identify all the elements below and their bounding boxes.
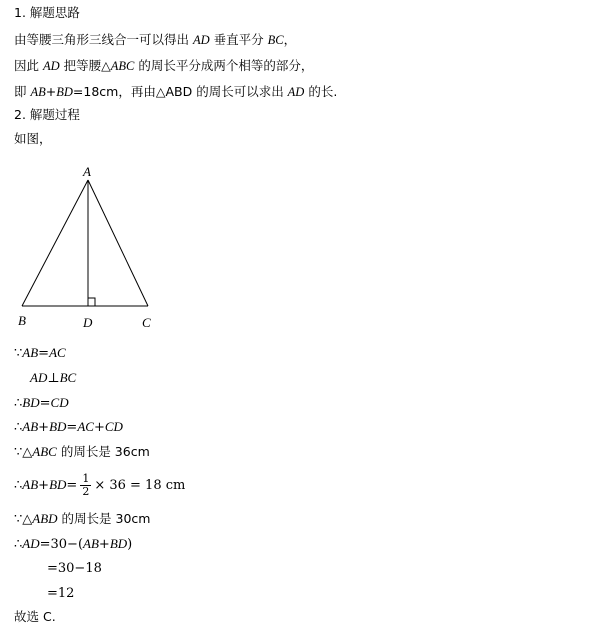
symbol: =	[38, 346, 50, 361]
text: 由等腰三角形三线合一可以得出	[14, 32, 193, 47]
symbol: )	[127, 537, 133, 552]
right-angle-mark	[88, 298, 95, 306]
symbol: ∵	[14, 346, 23, 361]
step-5	[14, 444, 150, 461]
symbol: ∵△	[14, 512, 33, 527]
var: AB	[22, 477, 39, 492]
fraction-numerator: 1	[82, 472, 90, 485]
symbol: +	[38, 420, 50, 435]
text: 因此	[14, 58, 43, 73]
symbol: +	[98, 537, 110, 552]
text: 的周长是 36cm	[56, 444, 150, 459]
step-6	[14, 470, 185, 501]
var: AD	[192, 33, 210, 47]
var: CD	[50, 395, 69, 410]
symbol: =	[66, 478, 78, 493]
text: 的周长是 30cm	[57, 511, 151, 526]
var: BC	[267, 33, 284, 47]
var: ABD	[32, 511, 58, 526]
var: BC	[59, 370, 77, 385]
section-heading-1: 1. 解题思路	[14, 5, 80, 20]
vertex-label-c: C	[142, 315, 151, 330]
step-7	[14, 511, 150, 528]
var: AC	[77, 419, 94, 434]
var: CD	[104, 419, 123, 434]
symbol: ∴	[14, 396, 23, 411]
text: 的长.	[304, 84, 338, 99]
var: AD	[42, 59, 60, 73]
text: =18cm，再由△ABD 的周长可以求出	[72, 84, 288, 99]
step-1	[14, 345, 66, 362]
var: AB	[22, 419, 39, 434]
step-10: =12	[47, 586, 75, 601]
symbol: +	[93, 420, 105, 435]
text: =30−(	[39, 537, 84, 552]
var: BD	[49, 419, 67, 434]
text: 垂直平分	[209, 32, 268, 47]
side-ab	[22, 180, 88, 306]
var: AB	[83, 536, 99, 551]
step-2	[30, 370, 76, 387]
answer-line: 故选 C.	[14, 609, 56, 624]
var: BD	[22, 395, 40, 410]
symbol: =	[66, 420, 78, 435]
fraction-denominator: 2	[82, 485, 90, 498]
var: AB	[22, 345, 39, 360]
text: 的周长平分成两个相等的部分，	[134, 58, 314, 73]
var: ABC	[32, 444, 57, 459]
symbol: ∴	[14, 537, 23, 552]
side-ac	[88, 180, 148, 306]
symbol: +	[38, 478, 50, 493]
var: BD	[49, 477, 67, 492]
text: 把等腰△	[59, 58, 111, 73]
text: +	[45, 84, 57, 99]
var: AD	[22, 536, 40, 551]
text: × 36 = 18 cm	[94, 478, 186, 493]
step-3	[14, 395, 69, 412]
var: BD	[56, 85, 73, 99]
vertex-label-d: D	[83, 315, 93, 330]
step-8	[14, 536, 132, 553]
vertex-label-a: A	[83, 164, 91, 179]
vertex-label-b: B	[18, 313, 26, 328]
text: 即	[14, 84, 31, 99]
symbol: ∴	[14, 478, 23, 493]
var: AB	[30, 85, 46, 99]
symbol: ⊥	[47, 371, 60, 386]
step-4	[14, 419, 123, 436]
var: BD	[109, 536, 128, 551]
symbol: ∴	[14, 420, 23, 435]
var: AC	[49, 345, 66, 360]
figure-intro: 如图，	[14, 131, 52, 146]
text: ，	[283, 32, 297, 47]
step-9: =30−18	[47, 561, 102, 576]
var: AD	[30, 370, 48, 385]
var: AD	[287, 85, 305, 99]
section-heading-2: 2. 解题过程	[14, 107, 80, 122]
fraction	[80, 473, 91, 498]
symbol: =	[39, 396, 51, 411]
var: ABC	[110, 59, 135, 73]
symbol: ∵△	[14, 445, 33, 460]
